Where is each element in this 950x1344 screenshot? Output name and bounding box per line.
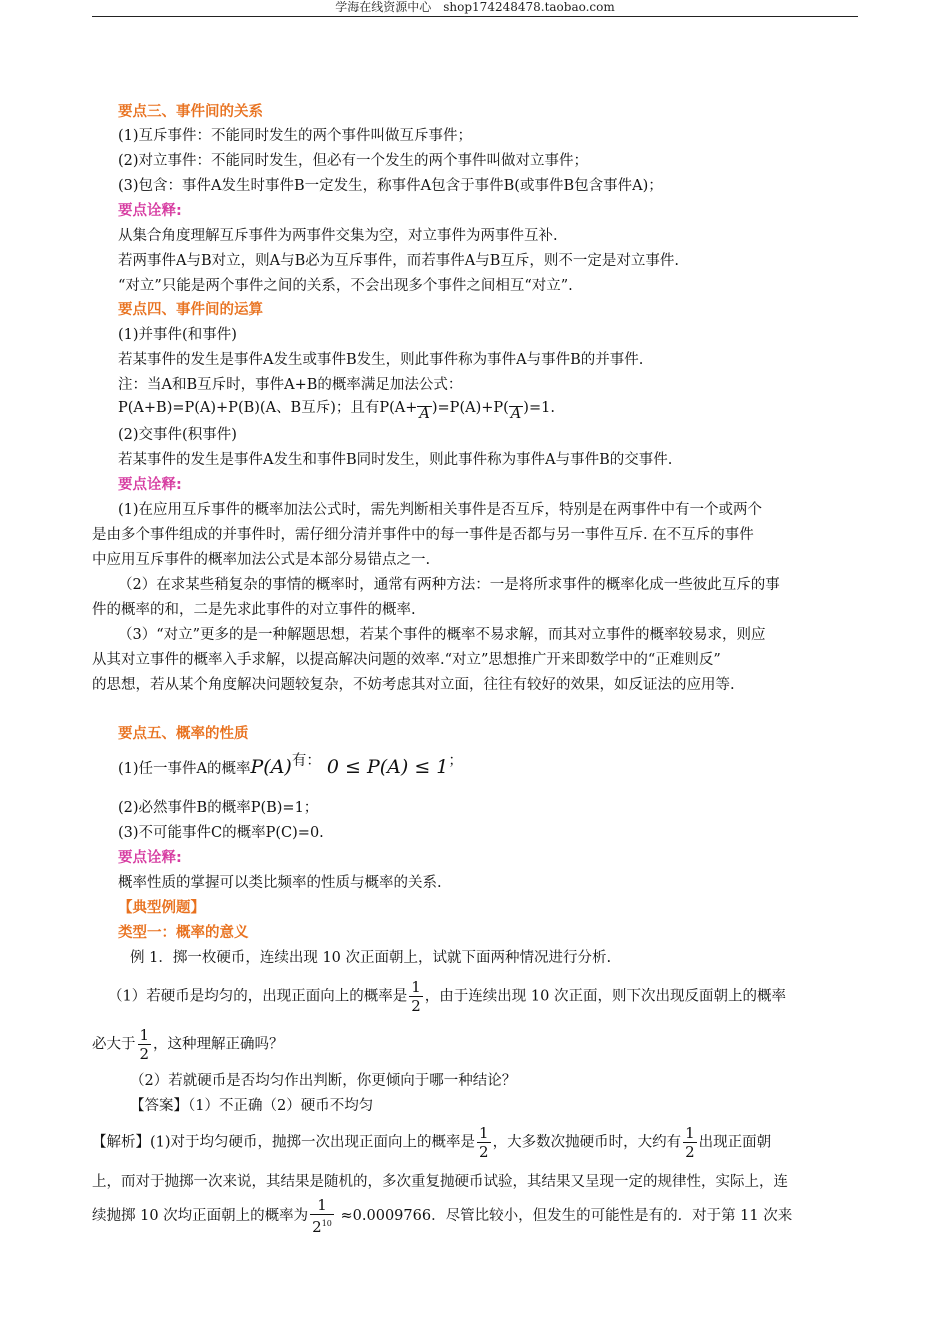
- example-1-question: 例 1．掷一枚硬币，连续出现 10 次正面朝上，试就下面两种情况进行分析.: [130, 950, 612, 966]
- header-shop: shop174248478.taobao.com: [443, 0, 615, 14]
- s4-line-1: (1)并事件(和事件): [118, 327, 237, 343]
- answer-label: 【答案】: [130, 1098, 188, 1114]
- s4-para-1b: 是由多个事件组成的并事件时，需仔细分清并事件中的每一事件是否都与另一事件互斥. 在不互斥的事件: [92, 527, 754, 543]
- s3-note-2: 若两事件A与B对立，则A与B必为互斥事件，而若事件A与B互斥，则不一定是对立事件.: [118, 253, 679, 269]
- analysis-label: 【解析】: [92, 1134, 150, 1151]
- s4-formula: P(A+B)=P(A)+P(B)(A、B互斥)；且有P(A+ A )=P(A)+P( A )=1.: [118, 400, 555, 422]
- fraction-half: $\frac{1}{2}$: [411, 978, 421, 1015]
- math-inequality: 0 ≤ P(A) ≤ 1: [326, 756, 449, 778]
- s4-line-2: 若某事件的发生是事件A发生或事件B发生，则此事件称为事件A与事件B的并事件.: [118, 352, 644, 368]
- s3-line-2: (2)对立事件：不能同时发生，但必有一个发生的两个事件叫做对立事件；: [118, 153, 589, 169]
- s4-para-2a: （2）在求某些稍复杂的事情的概率时，通常有两种方法：一是将所求事件的概率化成一些彼此互斥的事: [118, 577, 780, 593]
- header-site: 学海在线资源中心: [335, 0, 432, 14]
- fraction-one-over-2-pow-10: $\frac{1}{2^{10}}$: [312, 1196, 332, 1236]
- example-1-q1-cont: 必大于 $\frac{1}{2}$ ，这种理解正确吗？: [92, 1026, 284, 1063]
- s4-para-3b: 从其对立事件的概率入手求解，以提高解决问题的效率.“对立”思想推广开来即数学中的“正难则反”: [92, 652, 721, 668]
- math-pa: P(A): [250, 756, 292, 778]
- s4-para-3c: 的思想，若从某个角度解决问题较复杂，不妨考虑其对立面，往往有较好的效果，如反证法的应用等.: [92, 677, 735, 693]
- analysis-line-1: 【解析】(1)对于均匀硬币，抛掷一次出现正面向上的概率是 $\frac{1}{2}$ ，大多数次抛硬币时，大约有 $\frac{1}{2}$ 出现正面朝: [92, 1124, 772, 1161]
- s4-para-3a: （3）“对立”更多的是一种解题思想，若某个事件的概率不易求解，而其对立事件的概率较易求，则应: [118, 627, 766, 643]
- s4-para-1c: 中应用互斥事件的概率加法公式是本部分易错点之一.: [92, 552, 431, 568]
- s5-line-3: (3)不可能事件C的概率P(C)=0.: [118, 825, 324, 841]
- s5-line-1: (1)任一事件A的概率P(A)有： 0 ≤ P(A) ≤ 1；: [118, 753, 463, 778]
- page-header: [92, 0, 858, 17]
- section-4-title: 要点四、事件间的运算: [118, 302, 263, 318]
- s3-line-1: (1)互斥事件：不能同时发生的两个事件叫做互斥事件；: [118, 128, 473, 144]
- complement-a-1: A: [419, 406, 430, 422]
- s5-note-1: 概率性质的掌握可以类比频率的性质与概率的关系.: [118, 875, 442, 891]
- fraction-half: $\frac{1}{2}$: [479, 1124, 489, 1161]
- s3-note-title: 要点诠释:: [118, 203, 182, 219]
- answer-line: 【答案】（1）不正确（2）硬币不均匀: [130, 1098, 374, 1114]
- s5-note-title: 要点诠释:: [118, 850, 182, 866]
- s4-para-1a: (1)在应用互斥事件的概率加法公式时，需先判断相关事件是否互斥，特别是在两事件中有一个或两个: [118, 502, 763, 518]
- s3-note-1: 从集合角度理解互斥事件为两事件交集为空，对立事件为两事件互补.: [118, 228, 558, 244]
- s5-line-2: (2)必然事件B的概率P(B)=1；: [118, 800, 319, 816]
- section-5-title: 要点五、概率的性质: [118, 726, 249, 742]
- example-1-q2: （2）若就硬币是否均匀作出判断，你更倾向于哪一种结论？: [130, 1073, 517, 1089]
- examples-title: 【典型例题】: [118, 900, 205, 916]
- fraction-half: $\frac{1}{2}$: [685, 1124, 695, 1161]
- analysis-line-2: 上，而对于抛掷一次来说，其结果是随机的，多次重复抛硬币试验，其结果又呈现一定的规律性，实际上，连: [92, 1174, 788, 1190]
- example-1-q1: （1）若硬币是均匀的，出现正面向上的概率是 $\frac{1}{2}$ ，由于连续出现 10 次正面，则下次出现反面朝上的概率: [108, 978, 786, 1015]
- complement-a-2: A: [510, 406, 522, 422]
- s3-note-3: “对立”只能是两个事件之间的关系，不会出现多个事件之间相互“对立”.: [118, 278, 573, 294]
- analysis-line-3: 续抛掷 10 次均正面朝上的概率为 $\frac{1}{2^{10}}$ ≈0.0009766．尽管比较小，但发生的可能性是有的．对于第 11 次来: [92, 1196, 793, 1236]
- s3-line-3: (3)包含：事件A发生时事件B一定发生，称事件A包含于事件B(或事件B包含事件A)；: [118, 178, 663, 194]
- s4-line-3: 注：当A和B互斥时，事件A+B的概率满足加法公式：: [118, 377, 463, 393]
- fraction-half: $\frac{1}{2}$: [139, 1026, 150, 1063]
- section-3-title: 要点三、事件间的关系: [118, 104, 263, 120]
- s4-para-2b: 件的概率的和，二是先求此事件的对立事件的概率.: [92, 602, 416, 618]
- s4-line-4: (2)交事件(积事件): [118, 427, 237, 443]
- s4-line-5: 若某事件的发生是事件A发生和事件B同时发生，则此事件称为事件A与事件B的交事件.: [118, 452, 673, 468]
- type-1-title: 类型一：概率的意义: [118, 925, 249, 941]
- s4-note-title: 要点诠释:: [118, 477, 182, 493]
